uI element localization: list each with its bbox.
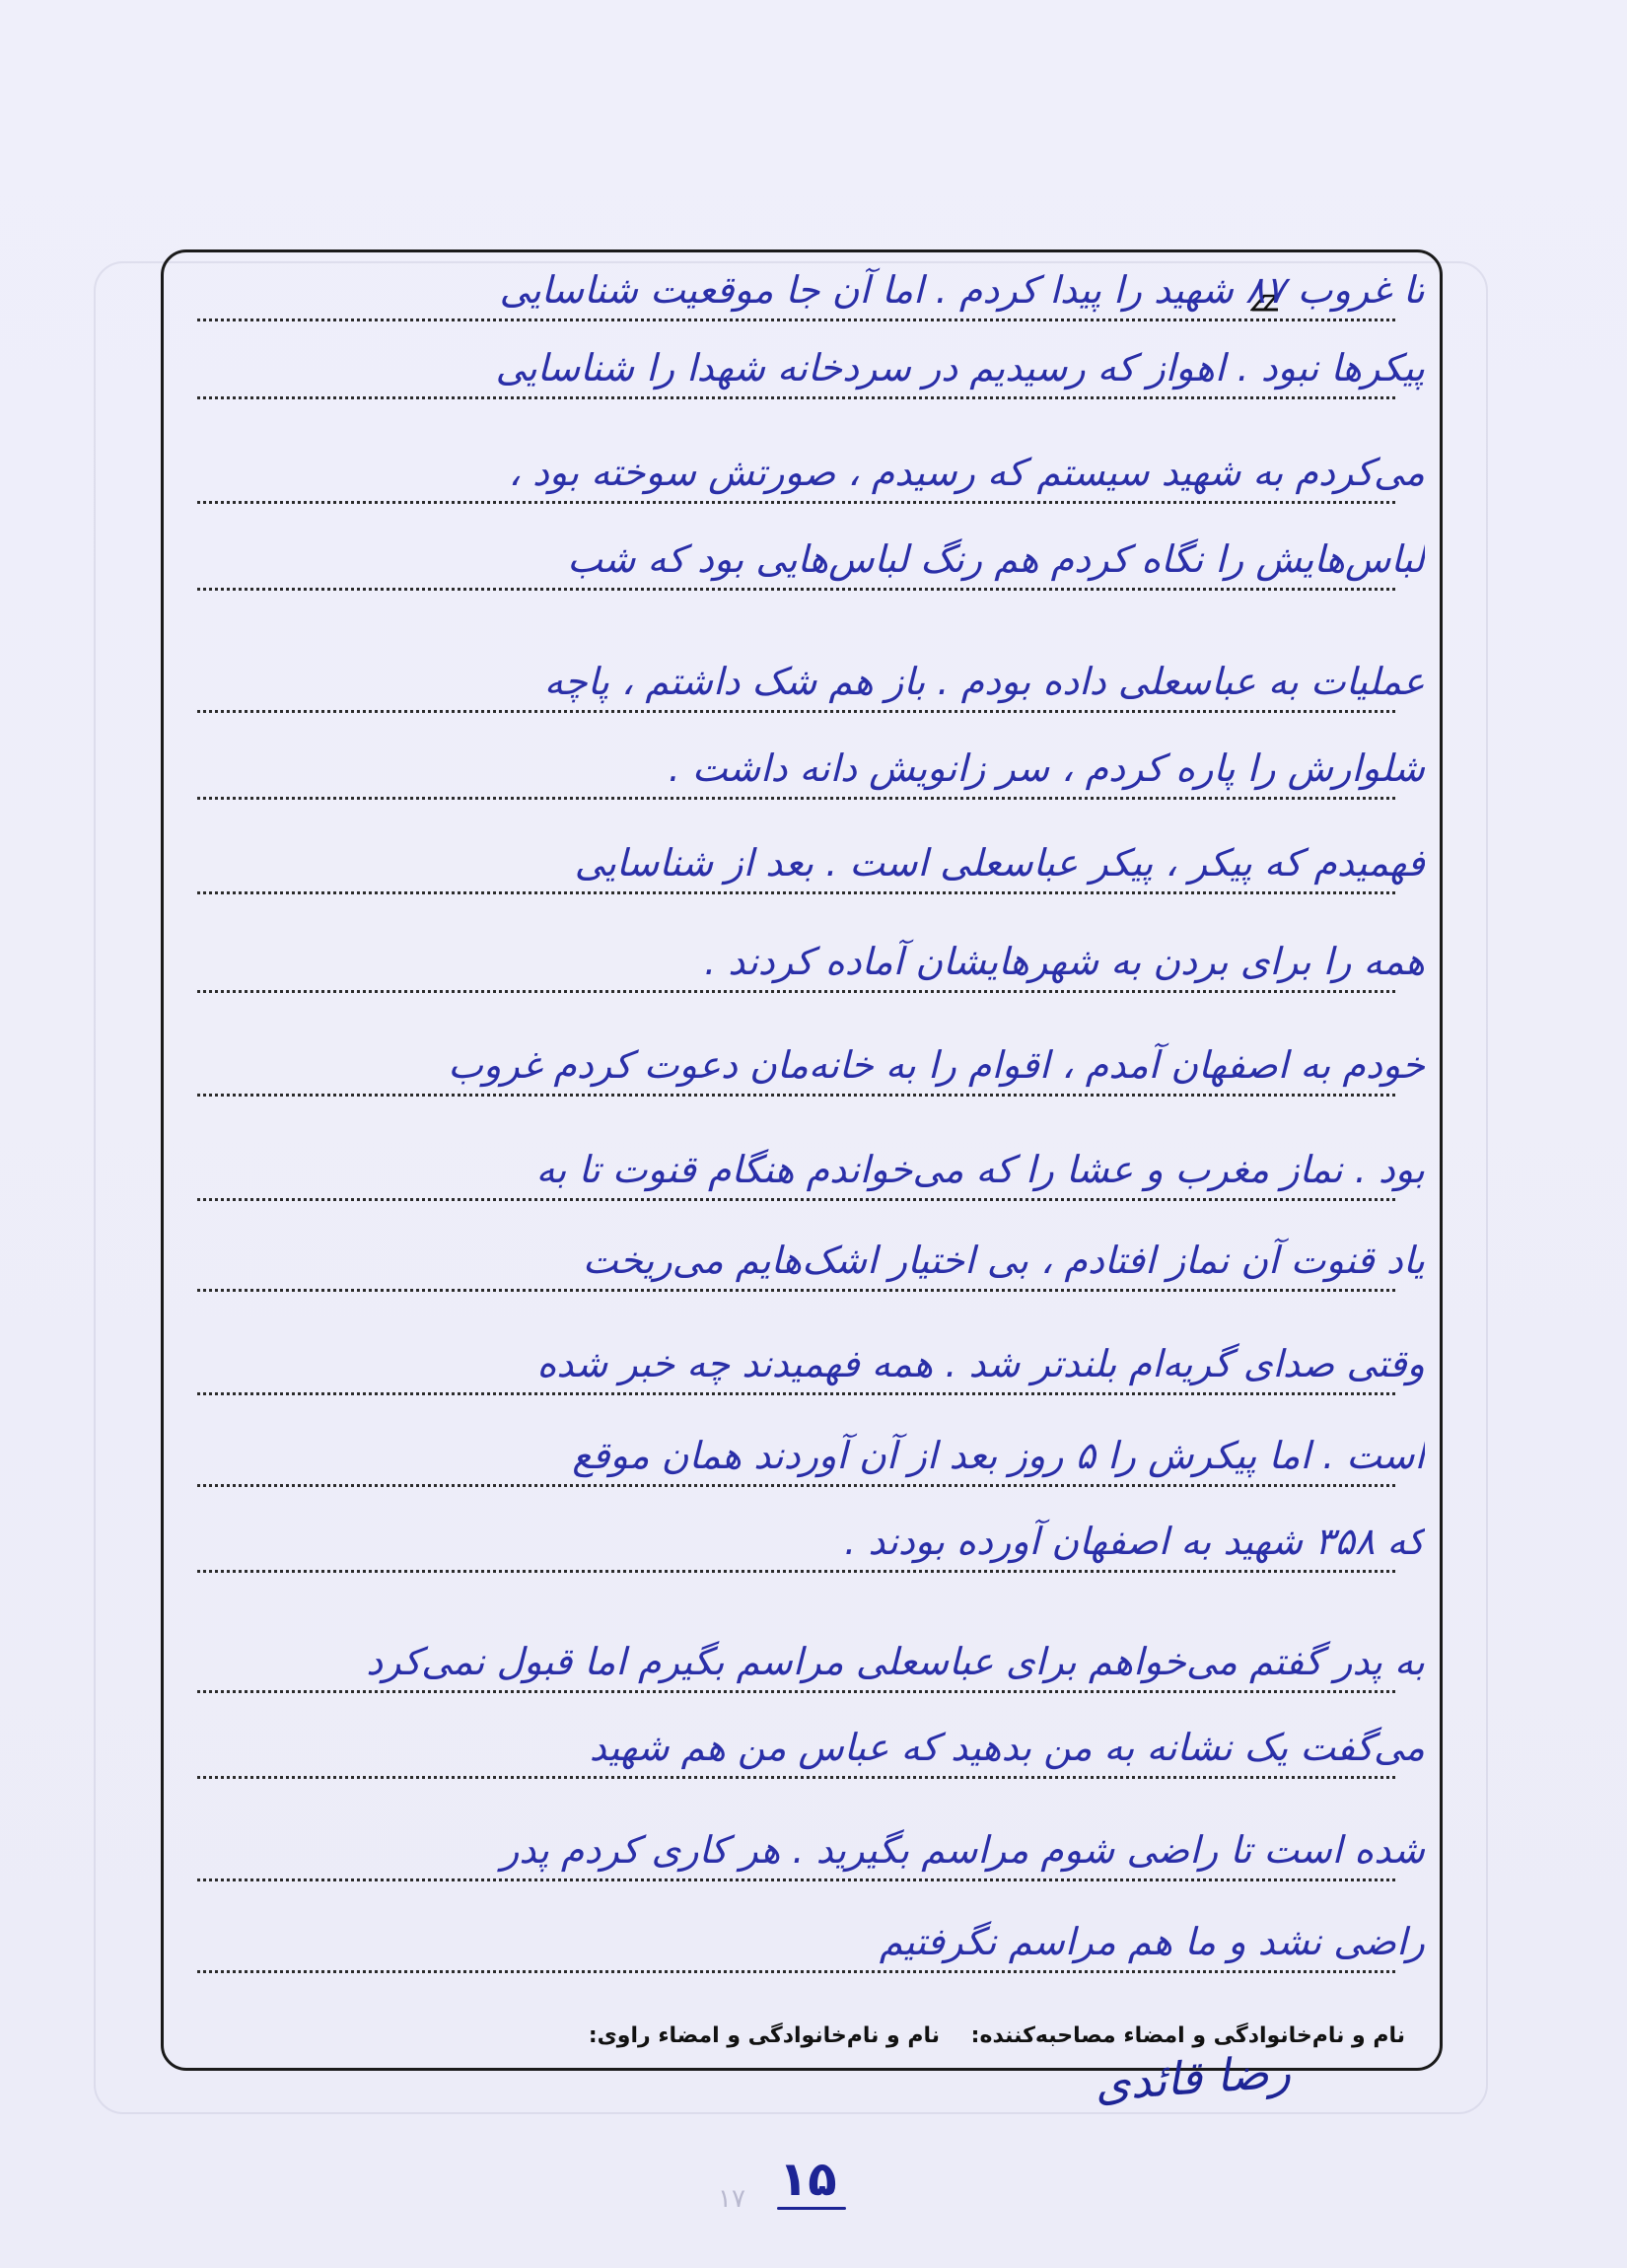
handwritten-line: شده است تا راضی شوم مراسم بگیرید . هر کاری کردم پدر [500, 1828, 1425, 1872]
handwritten-line: تا غروب ۸۷ شهید را پیدا کردم . اما آن جا موقعیت شناسایی [499, 268, 1425, 312]
text-line [197, 827, 1425, 900]
text-line [197, 332, 1425, 405]
signature: رضا قائدی [1093, 2044, 1293, 2111]
text-line [197, 524, 1425, 597]
text-line [197, 1420, 1425, 1493]
text-line [197, 1626, 1425, 1699]
handwritten-line: می‌کردم به شهید سیستم که رسیدم ، صورتش سوخته بود ، [508, 451, 1425, 494]
handwritten-line: به پدر گفتم می‌خواهم برای عباسعلی مراسم بگیرم اما قبول نمی‌کرد [366, 1640, 1425, 1683]
text-line [197, 254, 1425, 327]
handwritten-line: پیکرها نبود . اهواز که رسیدیم در سردخانه شهدا را شناسایی [495, 346, 1425, 390]
text-line [197, 1029, 1425, 1102]
faint-page-mark: ۱۷ [718, 2184, 745, 2214]
handwritten-line: راضی نشد و ما هم مراسم نگرفتیم [879, 1920, 1425, 1963]
handwritten-line: می‌گفت یک نشانه به من بدهید که عباس من هم شهید [589, 1726, 1425, 1769]
handwritten-line: خودم به اصفهان آمدم ، اقوام را به خانه‌مان دعوت کردم غروب [448, 1043, 1425, 1087]
page-number-underline [777, 2207, 846, 2210]
text-line [197, 646, 1425, 719]
narrator-label: نام و نام‌خانوادگی و امضاء راوی: [588, 2023, 940, 2048]
text-line [197, 1506, 1425, 1579]
text-line [197, 437, 1425, 510]
handwritten-line: شلوارش را پاره کردم ، سر زانویش دانه داشت . [668, 746, 1425, 790]
text-line [197, 1906, 1425, 1979]
handwritten-line: بود . نماز مغرب و عشا را که می‌خواندم هنگام قنوت تا به [535, 1148, 1425, 1191]
handwritten-line: یاد قنوت آن نماز افتادم ، بی اختیار اشک‌هایم می‌ریخت [582, 1239, 1425, 1282]
text-line [197, 1134, 1425, 1207]
text-line [197, 1814, 1425, 1887]
interviewer-label: نام و نام‌خانوادگی و امضاء مصاحبه‌کننده: [970, 2023, 1405, 2048]
text-line [197, 926, 1425, 999]
handwritten-line: فهمیدم که پیکر ، پیکر عباسعلی است . بعد از شناسایی [574, 841, 1425, 885]
handwritten-line: لباس‌هایش را نگاه کردم هم رنگ لباس‌هایی بود که شب [567, 537, 1425, 581]
text-line [197, 1712, 1425, 1785]
handwritten-line: که ۳۵۸ شهید به اصفهان آورده بودند . [844, 1520, 1425, 1563]
handwritten-line: عملیات به عباسعلی داده بودم . باز هم شک داشتم ، پاچه [543, 660, 1425, 703]
text-line [197, 1328, 1425, 1401]
handwritten-line: وقتی صدای گریه‌ام بلندتر شد . همه فهمیدند چه خبر شده [536, 1342, 1425, 1385]
text-line [197, 1225, 1425, 1298]
text-line [197, 733, 1425, 806]
handwritten-line: همه را برای بردن به شهرهایشان آماده کردند . [704, 940, 1425, 983]
handwritten-line: است . اما پیکرش را ۵ روز بعد از آن آوردند همان موقع [572, 1434, 1425, 1477]
page-number: ۱۵ [779, 2152, 837, 2207]
